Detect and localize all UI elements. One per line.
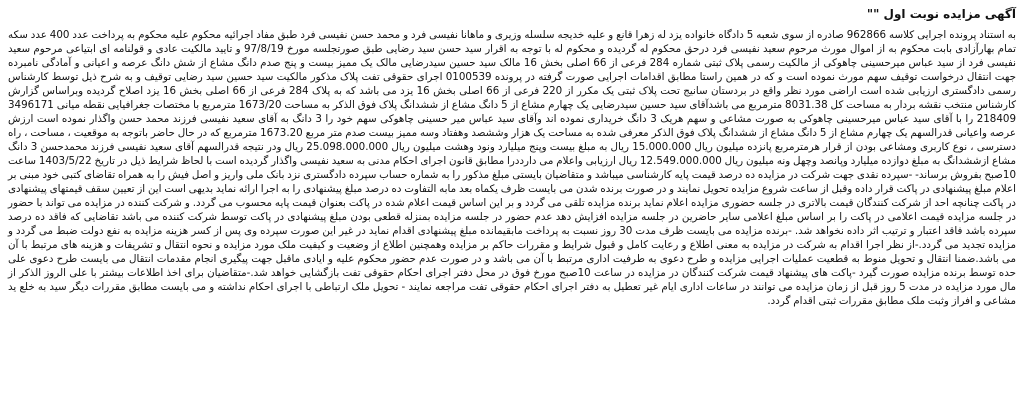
- notice-title: آگهی مزایده نوبت اول "": [866, 7, 1016, 21]
- notice-body: به استناد پرونده اجرایی کلاسه 962866 صادره از سوی شعبه 5 دادگاه خانواده یزد له زهرا قانع و علیه خدیجه سلسله وزیری و ماهانا نفیسی فرد و محمد حسن نفیسی فرد طبق مفاد اجرائیه محکوم علیه محکوم به پرداخت عدد 400 عدد سکه تمام بهارآزادی بابت محکوم به از اموال مورث مرحوم سعید نفیسی فرد درحق محکوم له گردیده و محکوم له با توجه به اقرار سید حسن سید رضایی طبق صورتجلسه مورخ 97/8/19 و تایید مالکیت عادی و قولنامه ای ابتیاعی مرحوم سعید نفیسی فرد از سید عباس میرحسینی چاهوکی از مالکیت رسمی پلاک ثبتی شماره 284 فرعی از 66 اصلی بخش 16 مالک سید حسین سیدرضایی مالک یک ممیز بیست و پنج صدم دانگ مشاع از شش دانگ عرصه و اعیانی و آمادگی نامبرده جهت انتقال درخواست توقیف سهم مورث نموده است و که در همین راستا مطابق اقدامات اجرایی صورت گرفته در پرونده 0100539 اجرای حقوقی تفت پلاک مذکور مالکیت سید حسین سید رضایی توقیف و به شرح ذیل توسط کارشناس رسمی دادگستری ارزیابی شده است اراضی مورد نظر واقع در بردستان سانیج تحت پلاک ثبتی یک مکرر از 220 فرعی از 66 اصلی بخش 16 یزد می باشد که به پلاک 284 فرعی از 66 اصلی بخش 16 یزد اصلاح گردیده وبراساس گزارش کارشناس منتخب نقشه بردار به مساحت کل 8031.38 مترمربع می باشدآقای سید حسین سیدرضایی یک چهارم مشاع از 5 دانگ مشاع از ششدانگ پلاک فوق الذکر به مساحت 1673/20 مترمربع با مختصات جغرافیایی نقطه میانی 3496171 218409 را با آقای سید عباس میرحسینی چاهوکی به صورت مشاعی و سهم هریک 3 دانگ خریداری نموده اند وآقای سید عباس میر حسینی چاهوکی سهم خود را 3 دانگ به آقای سعید نفیسی فرزند محمد حسن واگذار نموده است ارزش عرصه واعیانی قدرالسهم یک چهارم مشاع از 5 دانگ مشاع از ششدانگ پلاک فوق الذکر معرفی شده به مساحت یک هزار وششصد وهفتاد وسه ممیز بیست صدم متر مربع 1673.20 مترمربع که در حال حاضر باتوجه به موقعیت ، مساحت ، راه دسترسی ، نوع کاربری ومشاعی بودن از قرار هرمترمربع پانزده میلیون ریال 15.000.000 ریال به مبلغ بیست وپنج میلیارد ونود وهشت میلیون ریال 25.098.000.000 ریال ودر نتیجه قدرالسهم آقای سعید نفیسی فرزند محمدحسن 3 دانگ مشاع ازششدانگ به مبلغ دوازده میلیارد وپانصد وچهل ونه میلیون ریال 12.549.000.000 ریال ارزیابی واعلام می دارددرا مطابق قانون اجرای احکام مدنی به سعید نفیسی واگذار گردیده است با لحاظ شرایط ذیل در تاریخ 1403/5/22 ساعت 10صبح بفروش برساند- -سپرده نقدی جهت شرکت در مزایده ده درصد قیمت پایه کارشناسی میباشد و متقاضیان بایستی مبلغ مذکور را به شماره حساب سپرده دادگستری نزد بانک ملی واریز و اصل فیش را به همراه تقاضای کتبی خود مبنی بر اعلام مبلغ پیشنهادی در پاکت قرار داده وقبل از ساعت شروع مزایده تحویل نمایند و در صورت برنده شدن می بایست ظرف یکماه بعد مابه التفاوت ده درصد مبلغ پیشنهادی را به اجرا ارائه نماید بدیهی است این از تعیین سقف قیمتهای پیشنهادی در پاکت چنانچه احد از شرکت کنندگان قیمت بالاتری در جلسه حضوری مزایده اعلام نماید برنده مزایده تلقی می گردد و بر این اساس قیمت اعلام شده در پاکت بعنوان قیمت پایه محسوب می گردد. و شرکت کننده در مزایده می تواند با حضور در جلسه مزایده قیمت اعلامی در پاکت را بر اساس مبلغ اعلامی سایر حاضرین در جلسه مزایده افزایش دهد عدم حضور در جلسه مزایده بمنزله قطعی بودن مبلغ پیشنهادی در پاکت توسط شرکت کننده می باشد تقاضایی که فاقد ده درصد سپرده باشد فاقد اعتبار و ترتیب اثر داده نخواهد شد. -برنده مزایده می بایست ظرف مدت 30 روز نسبت به پرداخت مابقیمانده مبلغ پیشنهادی اقدام نماید در غیر این صورت سپرده وی پس از کسر هزینه مزایده به نفع دولت ضبط می گردد و مزایده تجدید می گردد.-از نظر اجرا اقدام به شرکت در مزایده به معنی اطلاع و رعایت کامل و قبول شرایط و مقررات حاکم بر مزایده وهمچنین اطلاع از وضعیت و کیفیت ملک مورد مزایده و نحوه انتقال و تشریفات و هزینه های مرتبط با آن می باشد.ضمنا انتقال و تحویل منوط به قطعیت عملیات اجرایی مزایده و طرح دعوی به طرفیت اداری مرتبط با آن می باشد و در صورت عدم حضور محکوم علیه و ایادی ماقبل جهت پیگیری انجام مقدمات انتقال می بایست طرح دعوی علی حده توسط برنده مزایده صورت گیرد -پاکت های پیشنهاد قیمت شرکت کنندگان در مزایده در ساعت 10صبح مورخ فوق در محل دفتر اجرای احکام حقوقی تفت بازگشایی خواهد شد.-متقاضیان برای اخذ اطلاعات بیشتر با علی الروز الذکر از مال مورد مزایده در مدت 5 روز قبل از زمان مزایده می توانند در ساعات اداری ایام غیر تعطیل به دفتر اجرای احکام حقوقی تفت مراجعه نمایند - تحویل ملک ارتباطی با اجرای احکام نداشته و می بایست مطابق مقررات دیگر سید به خلع ید مشاعی و افراز وثبت ملک مطابق مقررات ثبتی اقدام گردد.: [8, 29, 1017, 307]
